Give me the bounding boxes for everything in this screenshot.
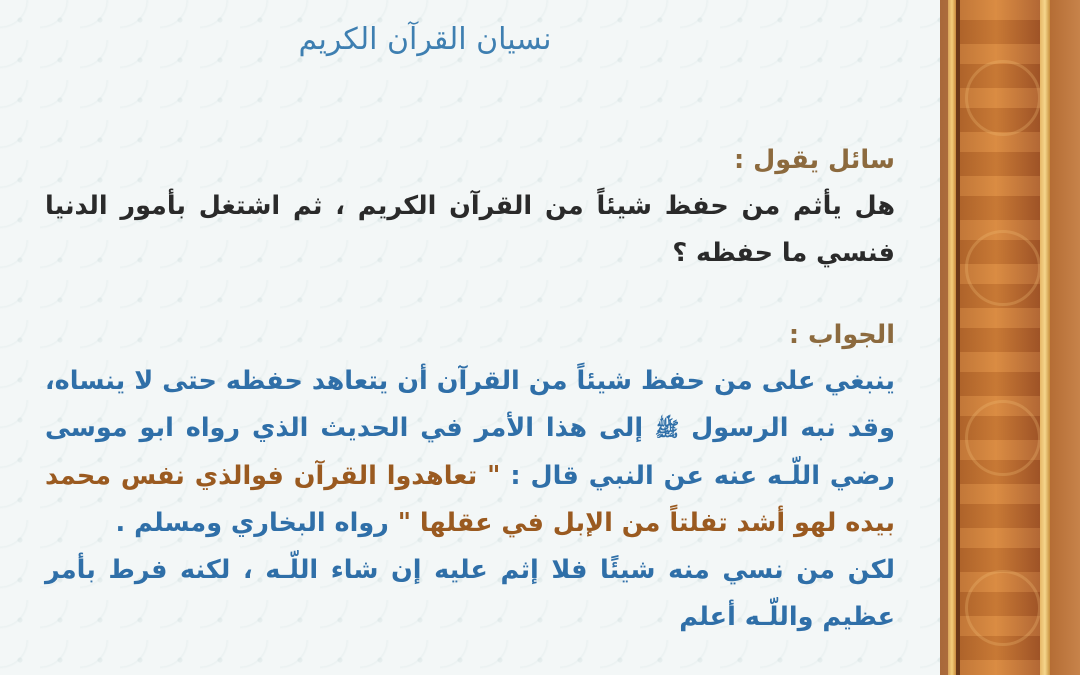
frame-ornament bbox=[965, 400, 1041, 476]
page-title: نسيان القرآن الكريم bbox=[298, 22, 552, 57]
frame-ornament bbox=[965, 230, 1041, 306]
answer-part-4: لكن من نسي منه شيئًا فلا إثم عليه إن شاء اللّـه ، لكنه فرط بأمر عظيم واللّـه أعلم bbox=[45, 555, 895, 632]
frame-gold-rail-left bbox=[948, 0, 956, 675]
answer-part-1: ينبغي على من حفظ شيئاً من القرآن أن يتعاهد حفظه حتى لا ينساه، وقد نبه الرسول bbox=[45, 366, 895, 443]
answer-text bbox=[45, 358, 895, 641]
saw-symbol: ﷺ bbox=[654, 417, 680, 441]
frame-ornament bbox=[965, 570, 1041, 646]
question-label: سائل يقول : bbox=[734, 145, 895, 175]
answer-part-3: رواه البخاري ومسلم . bbox=[115, 508, 389, 538]
frame-ornament bbox=[965, 60, 1041, 136]
frame-gold-rail-right bbox=[1040, 0, 1050, 675]
question-text: هل يأثم من حفظ شيئاً من القرآن الكريم ، ثم اشتغل بأمور الدنيا فنسي ما حفظه ؟ bbox=[45, 191, 895, 268]
frame-outer-right bbox=[1050, 0, 1080, 675]
content-area bbox=[45, 0, 895, 675]
answer-part-2: إلى هذا الأمر في الحديث الذي رواه ابو موسى رضي اللّـه عنه عن النبي قال : bbox=[45, 413, 895, 491]
hadith-quote: " تعاهدوا القرآن فوالذي نفس محمد بيده لهو أشد تفلتاً من الإبل في عقلها " bbox=[45, 461, 895, 538]
decorative-frame bbox=[940, 0, 1080, 675]
answer-label: الجواب : bbox=[788, 320, 895, 350]
